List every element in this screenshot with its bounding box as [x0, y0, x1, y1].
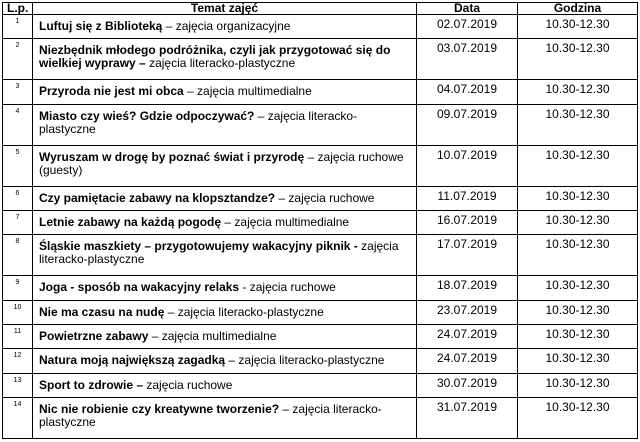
topic-title: Letnie zabawy na każdą pogodę [39, 214, 222, 229]
row-topic [33, 276, 417, 300]
row-number: 1 [3, 15, 33, 39]
header-time: Godzina [518, 3, 638, 15]
row-date: 30.07.2019 [417, 373, 518, 397]
row-topic [33, 104, 417, 145]
table-row [3, 373, 638, 397]
row-date: 18.07.2019 [417, 276, 518, 300]
table-row [3, 210, 638, 234]
table-row [3, 80, 638, 104]
topic-type: – zajęcia literacko-plastyczne [164, 304, 324, 319]
row-time: 10.30-12.30 [518, 145, 638, 186]
row-number: 11 [3, 324, 33, 348]
row-date: 10.07.2019 [417, 145, 518, 186]
header-row [3, 3, 638, 15]
topic-title: Sport to zdrowie – [39, 377, 144, 392]
topic-title: Niezbędnik młodego podróżnika, czyli jak przygotować się do wielkiej wyprawy – [39, 43, 391, 71]
topic-type: – zajęcia multimedialne [148, 328, 277, 343]
table-row [3, 324, 638, 348]
row-time: 10.30-12.30 [518, 80, 638, 104]
row-date: 11.07.2019 [417, 186, 518, 210]
topic-title: Przyroda nie jest mi obca [39, 84, 184, 99]
topic-type: zajęcia ruchowe [143, 377, 233, 392]
row-number: 2 [3, 39, 33, 80]
topic-title: Czy pamiętacie zabawy na klopsztandze? [39, 190, 276, 205]
topic-type: - zajęcia ruchowe [239, 280, 336, 295]
row-date: 17.07.2019 [417, 235, 518, 276]
row-number: 6 [3, 186, 33, 210]
topic-type: – zajęcia organizacyjne [162, 19, 291, 33]
row-time: 10.30-12.30 [518, 300, 638, 324]
row-time: 10.30-12.30 [518, 210, 638, 234]
schedule-table [2, 2, 638, 439]
row-number: 8 [3, 235, 33, 276]
table-row [3, 235, 638, 276]
table-row [3, 276, 638, 300]
row-topic [33, 397, 417, 438]
row-time: 10.30-12.30 [518, 235, 638, 276]
row-time: 10.30-12.30 [518, 15, 638, 39]
header-topic: Temat zajęć [33, 3, 417, 15]
topic-title: Nic nie robienie czy kreatywne tworzenie? [39, 401, 280, 416]
row-number: 3 [3, 80, 33, 104]
table-row [3, 15, 638, 39]
topic-type: – zajęcia literacko-plastyczne [39, 401, 382, 429]
row-topic [33, 39, 417, 80]
topic-type: – zajęcia multimedialne [183, 84, 312, 99]
header-date: Data [417, 3, 518, 15]
table-row [3, 145, 638, 186]
topic-title: Luftuj się z Biblioteką [39, 19, 163, 33]
row-time: 10.30-12.30 [518, 349, 638, 373]
row-topic [33, 80, 417, 104]
row-number: 7 [3, 210, 33, 234]
row-topic [33, 210, 417, 234]
topic-title: Miasto czy wieś? Gdzie odpoczywać? [39, 108, 255, 123]
topic-title: Śląskie maszkiety – przygotowujemy wakacyjny piknik - [39, 239, 358, 254]
table-row [3, 186, 638, 210]
topic-title: Joga - sposób na wakacyjny relaks [39, 280, 240, 295]
topic-title: Natura moją największą zagadką [39, 353, 226, 368]
table-row [3, 300, 638, 324]
row-date: 04.07.2019 [417, 80, 518, 104]
row-time: 10.30-12.30 [518, 324, 638, 348]
row-date: 03.07.2019 [417, 39, 518, 80]
row-date: 31.07.2019 [417, 397, 518, 438]
row-topic [33, 186, 417, 210]
table-row [3, 397, 638, 438]
row-number: 4 [3, 104, 33, 145]
topic-title: Wyruszam w drogę by poznać świat i przyrodę [39, 149, 305, 164]
row-number: 9 [3, 276, 33, 300]
row-number: 12 [3, 349, 33, 373]
row-date: 23.07.2019 [417, 300, 518, 324]
header-lp: L.p. [3, 3, 33, 15]
topic-type: – zajęcia literacko-plastyczne [39, 108, 358, 136]
topic-type: zajęcia literacko-plastyczne [145, 56, 296, 71]
row-time: 10.30-12.30 [518, 104, 638, 145]
row-time: 10.30-12.30 [518, 39, 638, 80]
row-number: 5 [3, 145, 33, 186]
row-topic [33, 15, 417, 39]
row-topic [33, 349, 417, 373]
row-topic [33, 324, 417, 348]
row-time: 10.30-12.30 [518, 373, 638, 397]
row-number: 13 [3, 373, 33, 397]
topic-title: Powietrzne zabawy [39, 328, 149, 343]
topic-type: – zajęcia multimedialne [221, 214, 350, 229]
row-topic [33, 300, 417, 324]
topic-type: zajęcia literacko-plastyczne [39, 239, 399, 267]
table-row [3, 39, 638, 80]
row-number: 10 [3, 300, 33, 324]
topic-title: Nie ma czasu na nudę [39, 304, 165, 319]
topic-type: – zajęcia ruchowe (guesty) [39, 149, 404, 177]
table-row [3, 104, 638, 145]
row-date: 24.07.2019 [417, 349, 518, 373]
row-date: 02.07.2019 [417, 15, 518, 39]
row-date: 09.07.2019 [417, 104, 518, 145]
row-topic [33, 373, 417, 397]
topic-type: – zajęcia ruchowe [275, 190, 375, 205]
row-time: 10.30-12.30 [518, 276, 638, 300]
row-number: 14 [3, 397, 33, 438]
row-time: 10.30-12.30 [518, 397, 638, 438]
table-row [3, 349, 638, 373]
row-topic [33, 145, 417, 186]
topic-type: – zajęcia literacko-plastyczne [225, 353, 385, 368]
row-topic [33, 235, 417, 276]
row-date: 24.07.2019 [417, 324, 518, 348]
row-date: 16.07.2019 [417, 210, 518, 234]
row-time: 10.30-12.30 [518, 186, 638, 210]
